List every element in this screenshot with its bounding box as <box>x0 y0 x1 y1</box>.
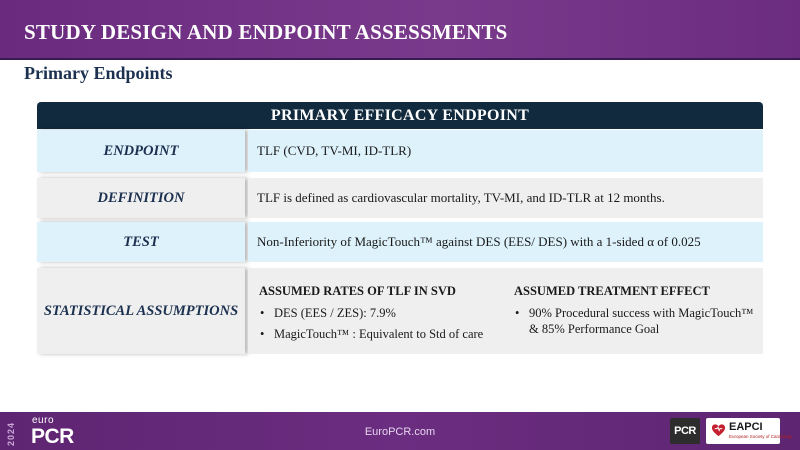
footer-url: EuroPCR.com <box>364 426 436 438</box>
slide-footer <box>0 412 800 450</box>
row-value: TLF is defined as cardiovascular mortality, TV-MI, and ID-TLR at 12 months. <box>248 178 763 218</box>
table-row-test <box>37 222 763 262</box>
row-label: ENDPOINT <box>37 130 245 172</box>
heart-icon <box>711 423 726 438</box>
row-value: TLF (CVD, TV-MI, ID-TLR) <box>248 130 763 172</box>
slide-header <box>0 0 800 60</box>
logo-euro-text: euro <box>32 415 55 426</box>
pcr-badge-logo: PCR <box>670 418 700 444</box>
list-item: • 90% Procedural success with MagicTouch™ & 85% Performance Goal <box>514 305 759 337</box>
europcr-logo: PCR <box>31 425 74 448</box>
row-value: Non-Inferiority of MagicTouch™ against DES (EES/ DES) with a 1-sided α of 0.025 <box>248 222 763 262</box>
table-heading: PRIMARY EFFICACY ENDPOINT <box>37 102 763 129</box>
section-subtitle: Primary Endpoints <box>24 63 173 83</box>
row-value <box>248 268 763 354</box>
assumed-effect-column <box>514 284 759 342</box>
eapci-label: EAPCI <box>729 421 763 433</box>
logo-year: 2024 <box>6 421 16 446</box>
assumed-rates-list <box>259 305 509 342</box>
row-label: STATISTICAL ASSUMPTIONS <box>37 268 245 354</box>
assumed-effect-heading: ASSUMED TREATMENT EFFECT <box>514 284 710 298</box>
eapci-badge-logo <box>706 418 793 444</box>
table-row-definition <box>37 178 763 218</box>
assumed-rates-heading: ASSUMED RATES OF TLF IN SVD <box>259 284 456 298</box>
assumed-rates-column <box>259 284 509 347</box>
row-label: TEST <box>37 222 245 262</box>
table-row-statistical-assumptions <box>37 268 763 354</box>
eapci-sublabel: European Society of Cardiology <box>729 434 793 439</box>
list-item: • DES (EES / ZES): 7.9% <box>259 305 509 321</box>
slide-title: STUDY DESIGN AND ENDPOINT ASSESSMENTS <box>24 20 508 44</box>
table-row-endpoint <box>37 130 763 172</box>
assumed-effect-list <box>514 305 759 337</box>
list-item: • MagicTouch™ : Equivalent to Std of care <box>259 326 509 342</box>
row-label: DEFINITION <box>37 178 245 218</box>
